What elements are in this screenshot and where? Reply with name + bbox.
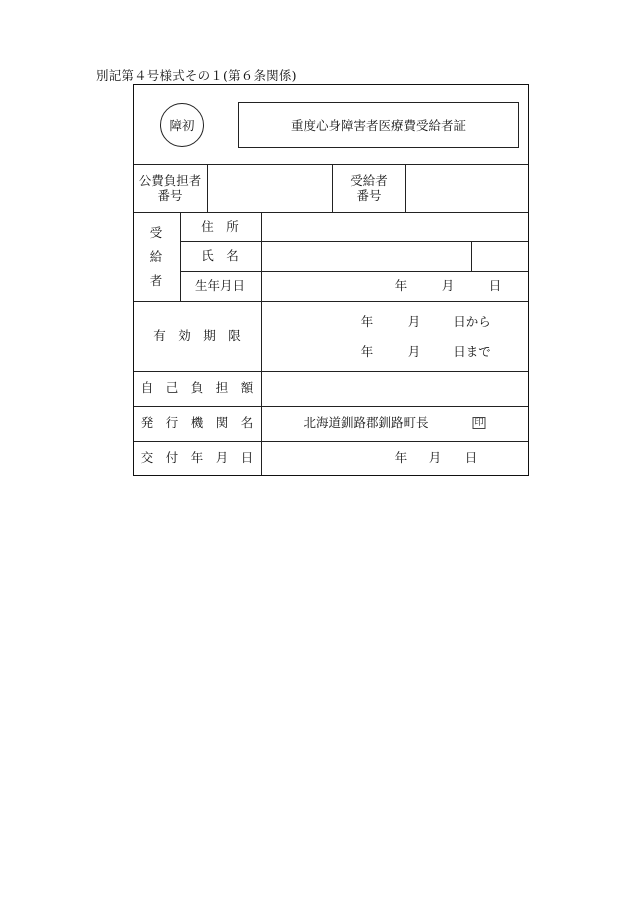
divider (134, 441, 528, 442)
recipient-number-label (350, 173, 388, 203)
public-burden-number-label (139, 173, 202, 203)
valid-from-month-unit: 月 (407, 313, 421, 329)
issue-year-unit: 年 (394, 449, 408, 465)
divider (207, 164, 208, 212)
name-label: 氏 名 (201, 247, 239, 263)
divider (180, 212, 181, 301)
divider (134, 301, 528, 302)
divider (261, 212, 262, 475)
birth-year-unit: 年 (394, 277, 408, 293)
copay-amount-label: 自 己 負 担 額 (140, 379, 254, 395)
issue-month-unit: 月 (428, 449, 442, 465)
label-line: 番号 (157, 188, 183, 203)
birth-day-unit: 日 (488, 277, 502, 293)
birth-month-unit: 月 (441, 277, 455, 293)
valid-to-day-unit: 日まで (453, 343, 491, 359)
label-line: 受給者 (350, 173, 388, 188)
divider (134, 371, 528, 372)
valid-from-year-unit: 年 (360, 313, 374, 329)
divider (134, 212, 528, 213)
issue-date-label: 交 付 年 月 日 (140, 449, 254, 465)
issuing-agency-label: 発 行 機 関 名 (140, 414, 254, 430)
issue-day-unit: 日 (464, 449, 478, 465)
divider (134, 164, 528, 165)
certificate-title: 重度心身障害者医療費受給者証 (238, 102, 519, 148)
validity-label: 有 効 期 限 (153, 327, 241, 343)
label-line: 番号 (356, 188, 382, 203)
divider (180, 271, 528, 272)
valid-to-month-unit: 月 (407, 343, 421, 359)
label-char: 給 (149, 249, 163, 264)
divider (332, 164, 333, 212)
recipient-group-label (148, 221, 164, 293)
stamp-circle: 障初 (160, 103, 204, 147)
label-char: 受 (149, 225, 163, 240)
label-char: 者 (149, 273, 163, 288)
valid-to-year-unit: 年 (360, 343, 374, 359)
address-label: 住 所 (201, 218, 239, 234)
recipient-certificate-form (133, 84, 529, 476)
birthdate-label: 生年月日 (194, 277, 246, 293)
form-caption: 別記第４号様式その１(第６条関係) (96, 68, 297, 83)
official-seal-mark: 印 (474, 418, 484, 428)
valid-from-day-unit: 日から (453, 313, 491, 329)
divider (471, 241, 472, 271)
issuing-agency-value: 北海道釧路郡釧路町長 (303, 414, 429, 430)
label-line: 公費負担者 (138, 173, 202, 188)
divider (180, 241, 528, 242)
divider (405, 164, 406, 212)
divider (134, 406, 528, 407)
